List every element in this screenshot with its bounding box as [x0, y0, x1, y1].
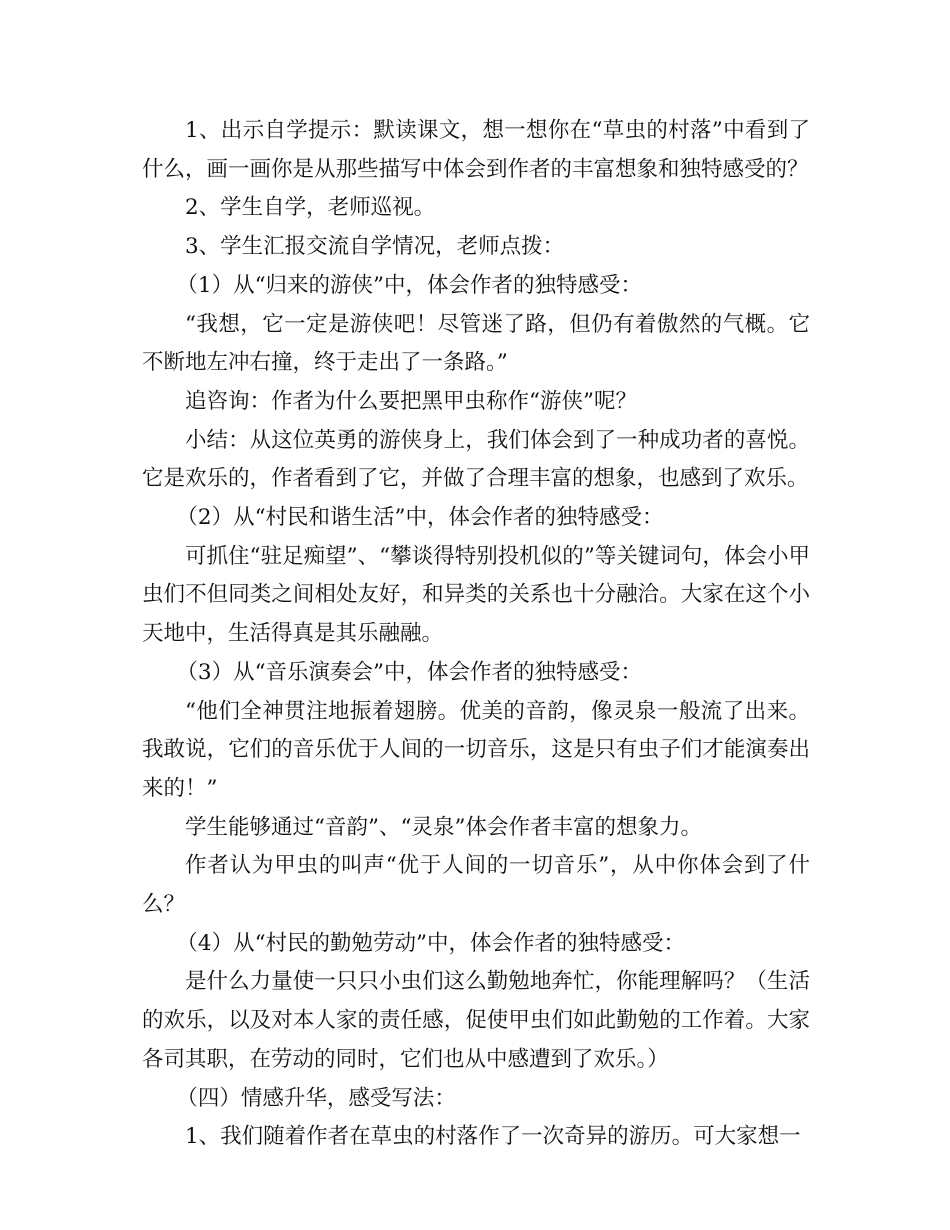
paragraph-summary: 小结：从这位英勇的游侠身上，我们体会到了一种成功者的喜悦。它是欢乐的，作者看到了它，并做了合理丰富的想象，也感到了欢乐。	[142, 427, 810, 492]
paragraph-journey: 1、我们随着作者在草虫的村落作了一次奇异的游历。可大家想一	[185, 1124, 801, 1150]
paragraph-section-2-heading: （2）从“村民和谐生活”中，体会作者的独特感受：	[176, 505, 664, 531]
document-page	[142, 112, 810, 1157]
paragraph-quote-3: “他们全神贯注地振着翅膀。优美的音韵，像灵泉一般流了出来。我敢说，它们的音乐优于人间的一切音乐，这是只有虫子们才能演奏出来的！”	[142, 698, 810, 801]
paragraph-section-1-heading: （1）从“归来的游侠”中，体会作者的独特感受：	[176, 272, 643, 298]
paragraph-follow-up-question: 追咨询：作者为什么要把黑甲虫称作“游侠”呢？	[185, 388, 637, 414]
paragraph-student-self-study: 2、学生自学，老师巡视。	[185, 195, 436, 221]
paragraph-music-question: 作者认为甲虫的叫声“优于人间的一切音乐”，从中你体会到了什么？	[142, 853, 810, 918]
paragraph-part-4-heading: （四）情感升华，感受写法：	[176, 1085, 456, 1111]
paragraph-imagination: 学生能够通过“音韵”、“灵泉”体会作者丰富的想象力。	[185, 814, 702, 840]
paragraph-report-exchange: 3、学生汇报交流自学情况，老师点拨：	[185, 234, 565, 260]
paragraph-section-3-heading: （3）从“音乐演奏会”中，体会作者的独特感受：	[176, 659, 643, 685]
paragraph-self-study-prompt: 1、出示自学提示：默读课文，想一想你在“草虫的村落”中看到了什么，画一画你是从那些描写中体会到作者的丰富想象和独特感受的？	[142, 118, 810, 182]
paragraph-key-phrases: 可抓住“驻足痴望”、“攀谈得特别投机似的”等关键词句，体会小甲虫们不但同类之间相处友好，和异类的关系也十分融洽。大家在这个小天地中，生活得真是其乐融融。	[142, 543, 810, 647]
paragraph-quote-1: “我想，它一定是游侠吧！尽管迷了路，但仍有着傲然的气概。它不断地左冲右撞，终于走出了一条路。”	[142, 311, 810, 376]
paragraph-diligence: 是什么力量使一只只小虫们这么勤勉地奔忙，你能理解吗？（生活的欢乐，以及对本人家的责任感，促使甲虫们如此勤勉的工作着。大家各司其职，在劳动的同时，它们也从中感遭到了欢乐。）	[142, 969, 810, 1072]
paragraph-section-4-heading: （4）从“村民的勤勉劳动”中，体会作者的独特感受：	[176, 930, 686, 956]
